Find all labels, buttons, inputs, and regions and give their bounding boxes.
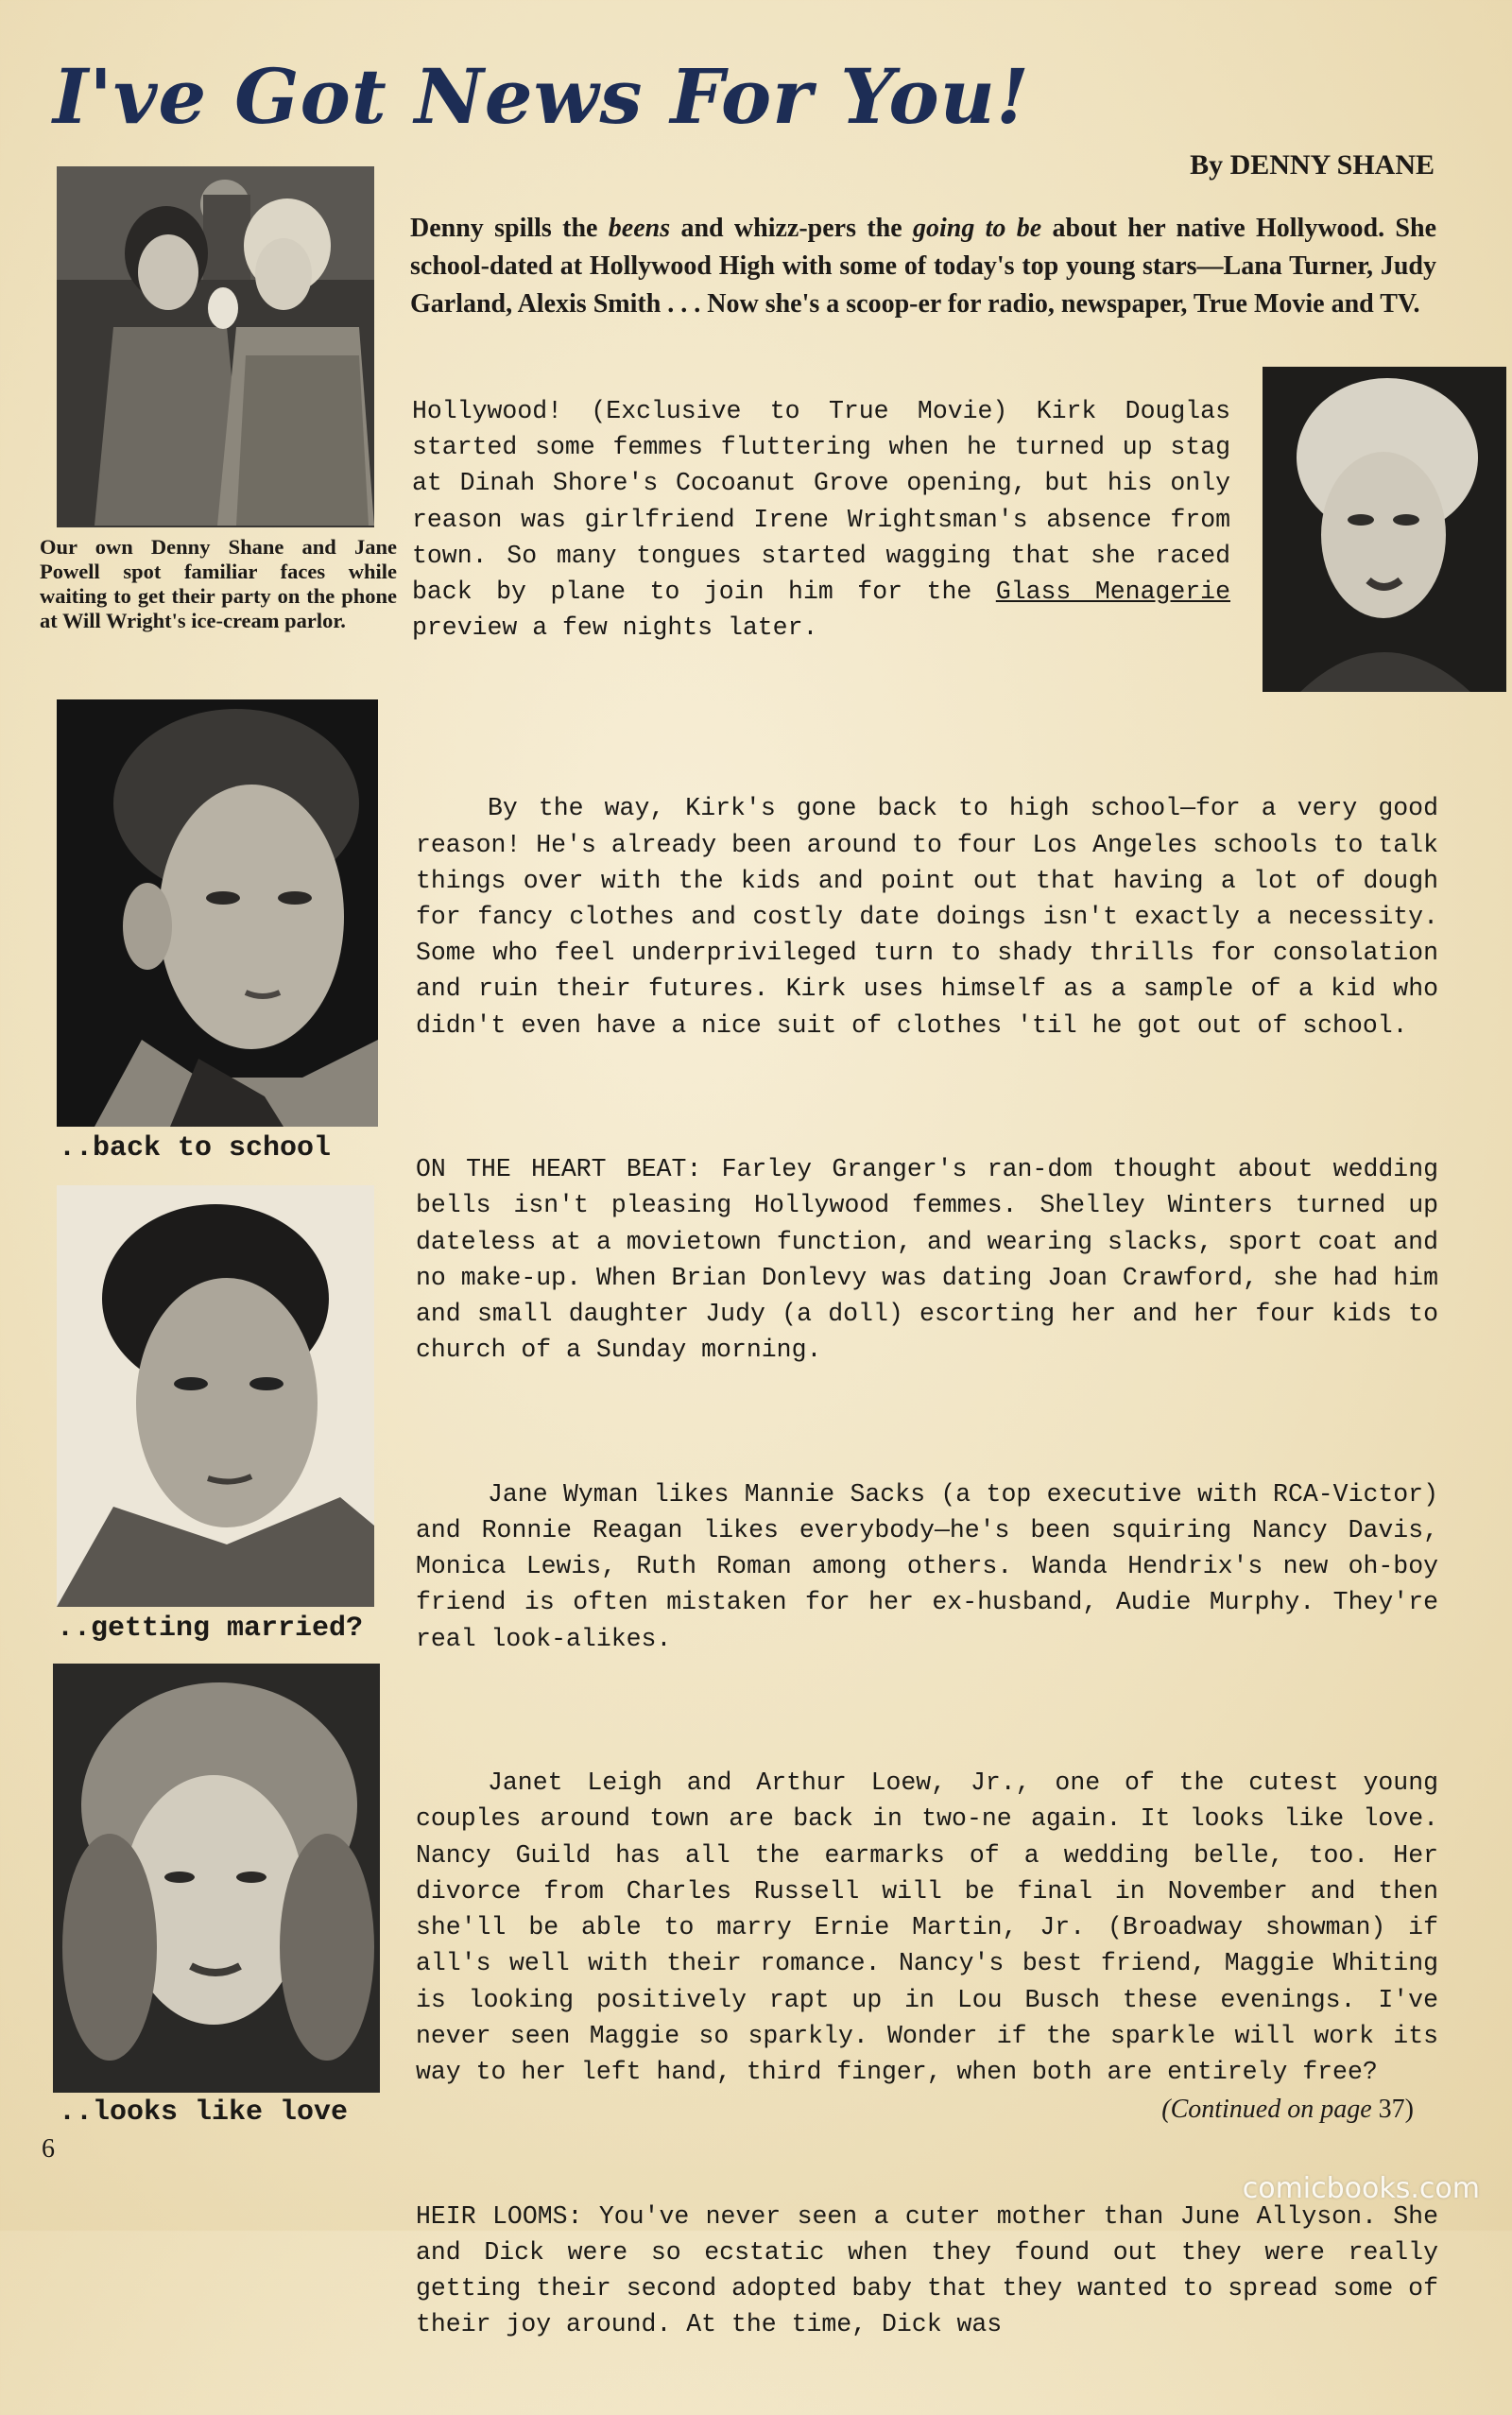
page-number: 6 (42, 2134, 55, 2164)
photo-janet-leigh (53, 1664, 380, 2093)
byline: By DENNY SHANE (1190, 149, 1435, 181)
site-watermark: comicbooks.com (1242, 2172, 1480, 2205)
intro-emphasis-beens: beens (608, 214, 671, 243)
paragraph-jane-wyman: Jane Wyman likes Mannie Sacks (a top executive with RCA-Victor) and Ronnie Reagan likes everybody—he's been squiring Nancy Davis, Monica Lewis, Ruth Roman among others. Wanda Hendrix's new oh-boy friend is often mistaken for her ex-husband, Audie Murphy. They're real look-alikes. (416, 1479, 1453, 1653)
photo-caption-janet: ..looks like love (59, 2096, 349, 2129)
photo-caption-kirk: ..back to school (59, 1132, 332, 1164)
paragraph-heir-looms: HEIR LOOMS: You've never seen a cuter mother than June Allyson. She and Dick were so ecstatic when they found out they were really getting their second adopted baby that they wanted to spread some of their joy around. At the time, Dick was (416, 2201, 1453, 2339)
paragraph-heart-beat: ON THE HEART BEAT: Farley Granger's ran-dom thought about wedding bells isn't pleasing Hollywood femmes. Shelley Winters turned up dateless at a movietown function, and wearing slacks, sport coat and no make-up. When Brian Donlevy was dating Joan Crawford, she had him and small daughter Judy (a doll) escorting her and her four kids to church of a Sunday morning. (416, 1155, 1453, 1365)
photo-caption-phone: Our own Denny Shane and Jane Powell spot familiar faces while waiting to get their party on the phone at Will Wright's ice-cream parlor. (40, 535, 397, 632)
film-title-glass-menagerie: Glass Menagerie (995, 578, 1230, 607)
photo-lana-turner (1263, 367, 1506, 692)
article-body (416, 718, 1453, 2415)
paragraph-janet-leigh: Janet Leigh and Arthur Loew, Jr., one of the cutest young couples around town are back in two-ne again. It looks like love. Nancy Guild has all the earmarks of a wedding belle, too. Her divorce from Charles Russell will be final in November and then she'll be able to marry Ernie Martin, Jr. (Broadway showman) if all's well with their romance. Nancy's best friend, Maggie Whiting is looking positively rapt up in Lou Busch these evenings. I've never seen Maggie so sparkly. Wonder if the sparkle will work its way to her left hand, third finger, when both are entirely free? (416, 1768, 1453, 2086)
paragraph-kirk-school: By the way, Kirk's gone back to high school—for a very good reason! He's already been around to four Los Angeles schools to talk things over with the kids and point out that having a lot of dough for fancy clothes and costly date doings isn't exactly a necessity. Some who feel underprivileged turn to shady thrills for consolation and ruin their futures. Kirk uses himself as a sample of a kid who didn't even have a nice suit of clothes 'til he got out of school. (416, 794, 1453, 1040)
photo-farley-granger (57, 1185, 374, 1607)
photo-denny-jane-phone (57, 166, 374, 527)
photo-caption-farley: ..getting married? (57, 1613, 364, 1645)
photo-kirk-douglas (57, 699, 378, 1127)
continued-note: (Continued on page 37) (1161, 2095, 1414, 2124)
lead-paragraph: Hollywood! (Exclusive to True Movie) Kirk Douglas started some femmes fluttering when he turned up stag at Dinah Shore's Cocoanut Grove opening, but his only reason was girlfriend Irene Wrightsman's absence from town. So many tongues started wagging that she raced back by plane to join him for the Glass Menagerie preview a few nights later. (412, 397, 1246, 643)
article-title: I've Got News For You! (53, 52, 1030, 141)
article-intro: Denny spills the beens and whizz-pers the going to be about her native Hollywood. She school-dated at Hollywood High with some of today's top young stars—Lana Turner, Judy Garland, Alexis Smith . . . Now she's a scoop-er for radio, newspaper, True Movie and TV. (410, 214, 1437, 319)
intro-emphasis-going-to-be: going to be (912, 214, 1042, 243)
